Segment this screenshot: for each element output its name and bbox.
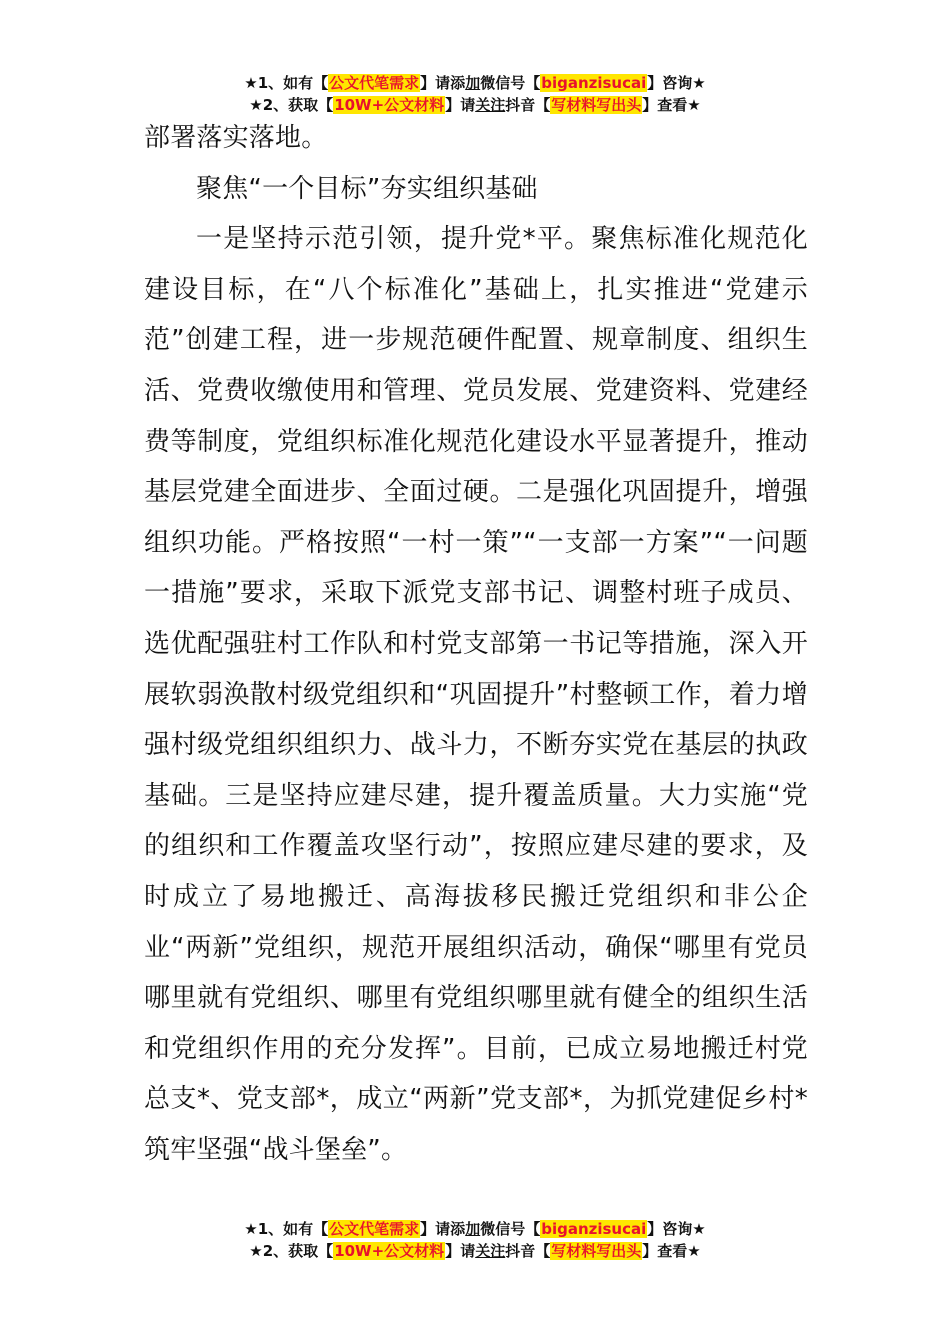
promo-line-1 xyxy=(0,1218,950,1240)
body-paragraph: 一是坚持示范引领，提升党*平。聚焦标准化规范化建设目标，在“八个标准化”基础上，扎实推进“党建示范”创建工程，进一步规范硬件配置、规章制度、组织生活、党费收缴使用和管理、党员发展、党建资料、党建经费等制度，党组织标准化规范化建设水平显著提升，推动基层党建全面进步、全面过硬。二是强化巩固提升，增强组织功能。严格按照“一村一策”“一支部一方案”“一问题一措施”要求，采取下派党支部书记、调整村班子成员、选优配强驻村工作队和村党支部第一书记等措施，深入开展软弱涣散村级党组织和“巩固提升”村整顿工作，着力增强村级党组织组织力、战斗力，不断夯实党在基层的执政基础。三是坚持应建尽建，提升覆盖质量。大力实施“党的组织和工作覆盖攻坚行动”，按照应建尽建的要求，及时成立了易地搬迁、高海拔移民搬迁党组织和非公企业“两新”党组织，规范开展组织活动，确保“哪里有党员哪里就有党组织、哪里有党组织哪里就有健全的组织生活和党组织作用的充分发挥”。目前，已成立易地搬迁村党总支*、党支部*，成立“两新”党支部*，为抓党建促乡村*筑牢坚强“战斗堡垒”。 xyxy=(144,224,808,1165)
promo-line-1 xyxy=(0,72,950,94)
promo-text: 】请 xyxy=(445,1242,476,1260)
promo-underlined-text: 关注 xyxy=(475,96,506,114)
promo-text: 抖音【 xyxy=(505,96,551,114)
promo-text: 抖音【 xyxy=(505,1242,551,1260)
promo-highlight: 10W+公文材料 xyxy=(334,1242,445,1260)
promo-highlight: biganzisucai xyxy=(541,1220,647,1238)
promo-text: 微信号【 xyxy=(480,1220,541,1238)
promo-highlight: 写材料写出头 xyxy=(551,1242,642,1260)
promo-text: 】咨询★ xyxy=(647,1220,706,1238)
document-body xyxy=(144,113,808,1175)
promo-text: 】查看★ xyxy=(642,96,701,114)
promo-banner-bottom xyxy=(0,1218,950,1262)
promo-text: 】咨询★ xyxy=(647,74,706,92)
promo-text: ★2、获取【 xyxy=(249,96,334,114)
promo-text: ★1、如有【 xyxy=(244,74,329,92)
promo-highlight: biganzisucai xyxy=(541,74,647,92)
section-heading: 聚焦“一个目标”夯实组织基础 xyxy=(196,173,538,204)
promo-highlight: 公文代笔需求 xyxy=(329,1220,420,1238)
promo-underlined-text: 加 xyxy=(465,74,481,92)
promo-text: 】请 xyxy=(445,96,476,114)
promo-highlight: 公文代笔需求 xyxy=(329,74,420,92)
promo-banner-top xyxy=(0,72,950,116)
promo-text: ★2、获取【 xyxy=(249,1242,334,1260)
promo-text: 微信号【 xyxy=(480,74,541,92)
promo-highlight: 10W+公文材料 xyxy=(334,96,445,114)
promo-text: 】请添 xyxy=(420,1220,466,1238)
promo-text: 】查看★ xyxy=(642,1242,701,1260)
promo-highlight: 写材料写出头 xyxy=(551,96,642,114)
continuation-line: 部署落实落地。 xyxy=(144,123,328,153)
promo-underlined-text: 关注 xyxy=(475,1242,506,1260)
promo-text: 】请添 xyxy=(420,74,466,92)
promo-line-2 xyxy=(0,1240,950,1262)
promo-text: ★1、如有【 xyxy=(244,1220,329,1238)
promo-underlined-text: 加 xyxy=(465,1220,481,1238)
